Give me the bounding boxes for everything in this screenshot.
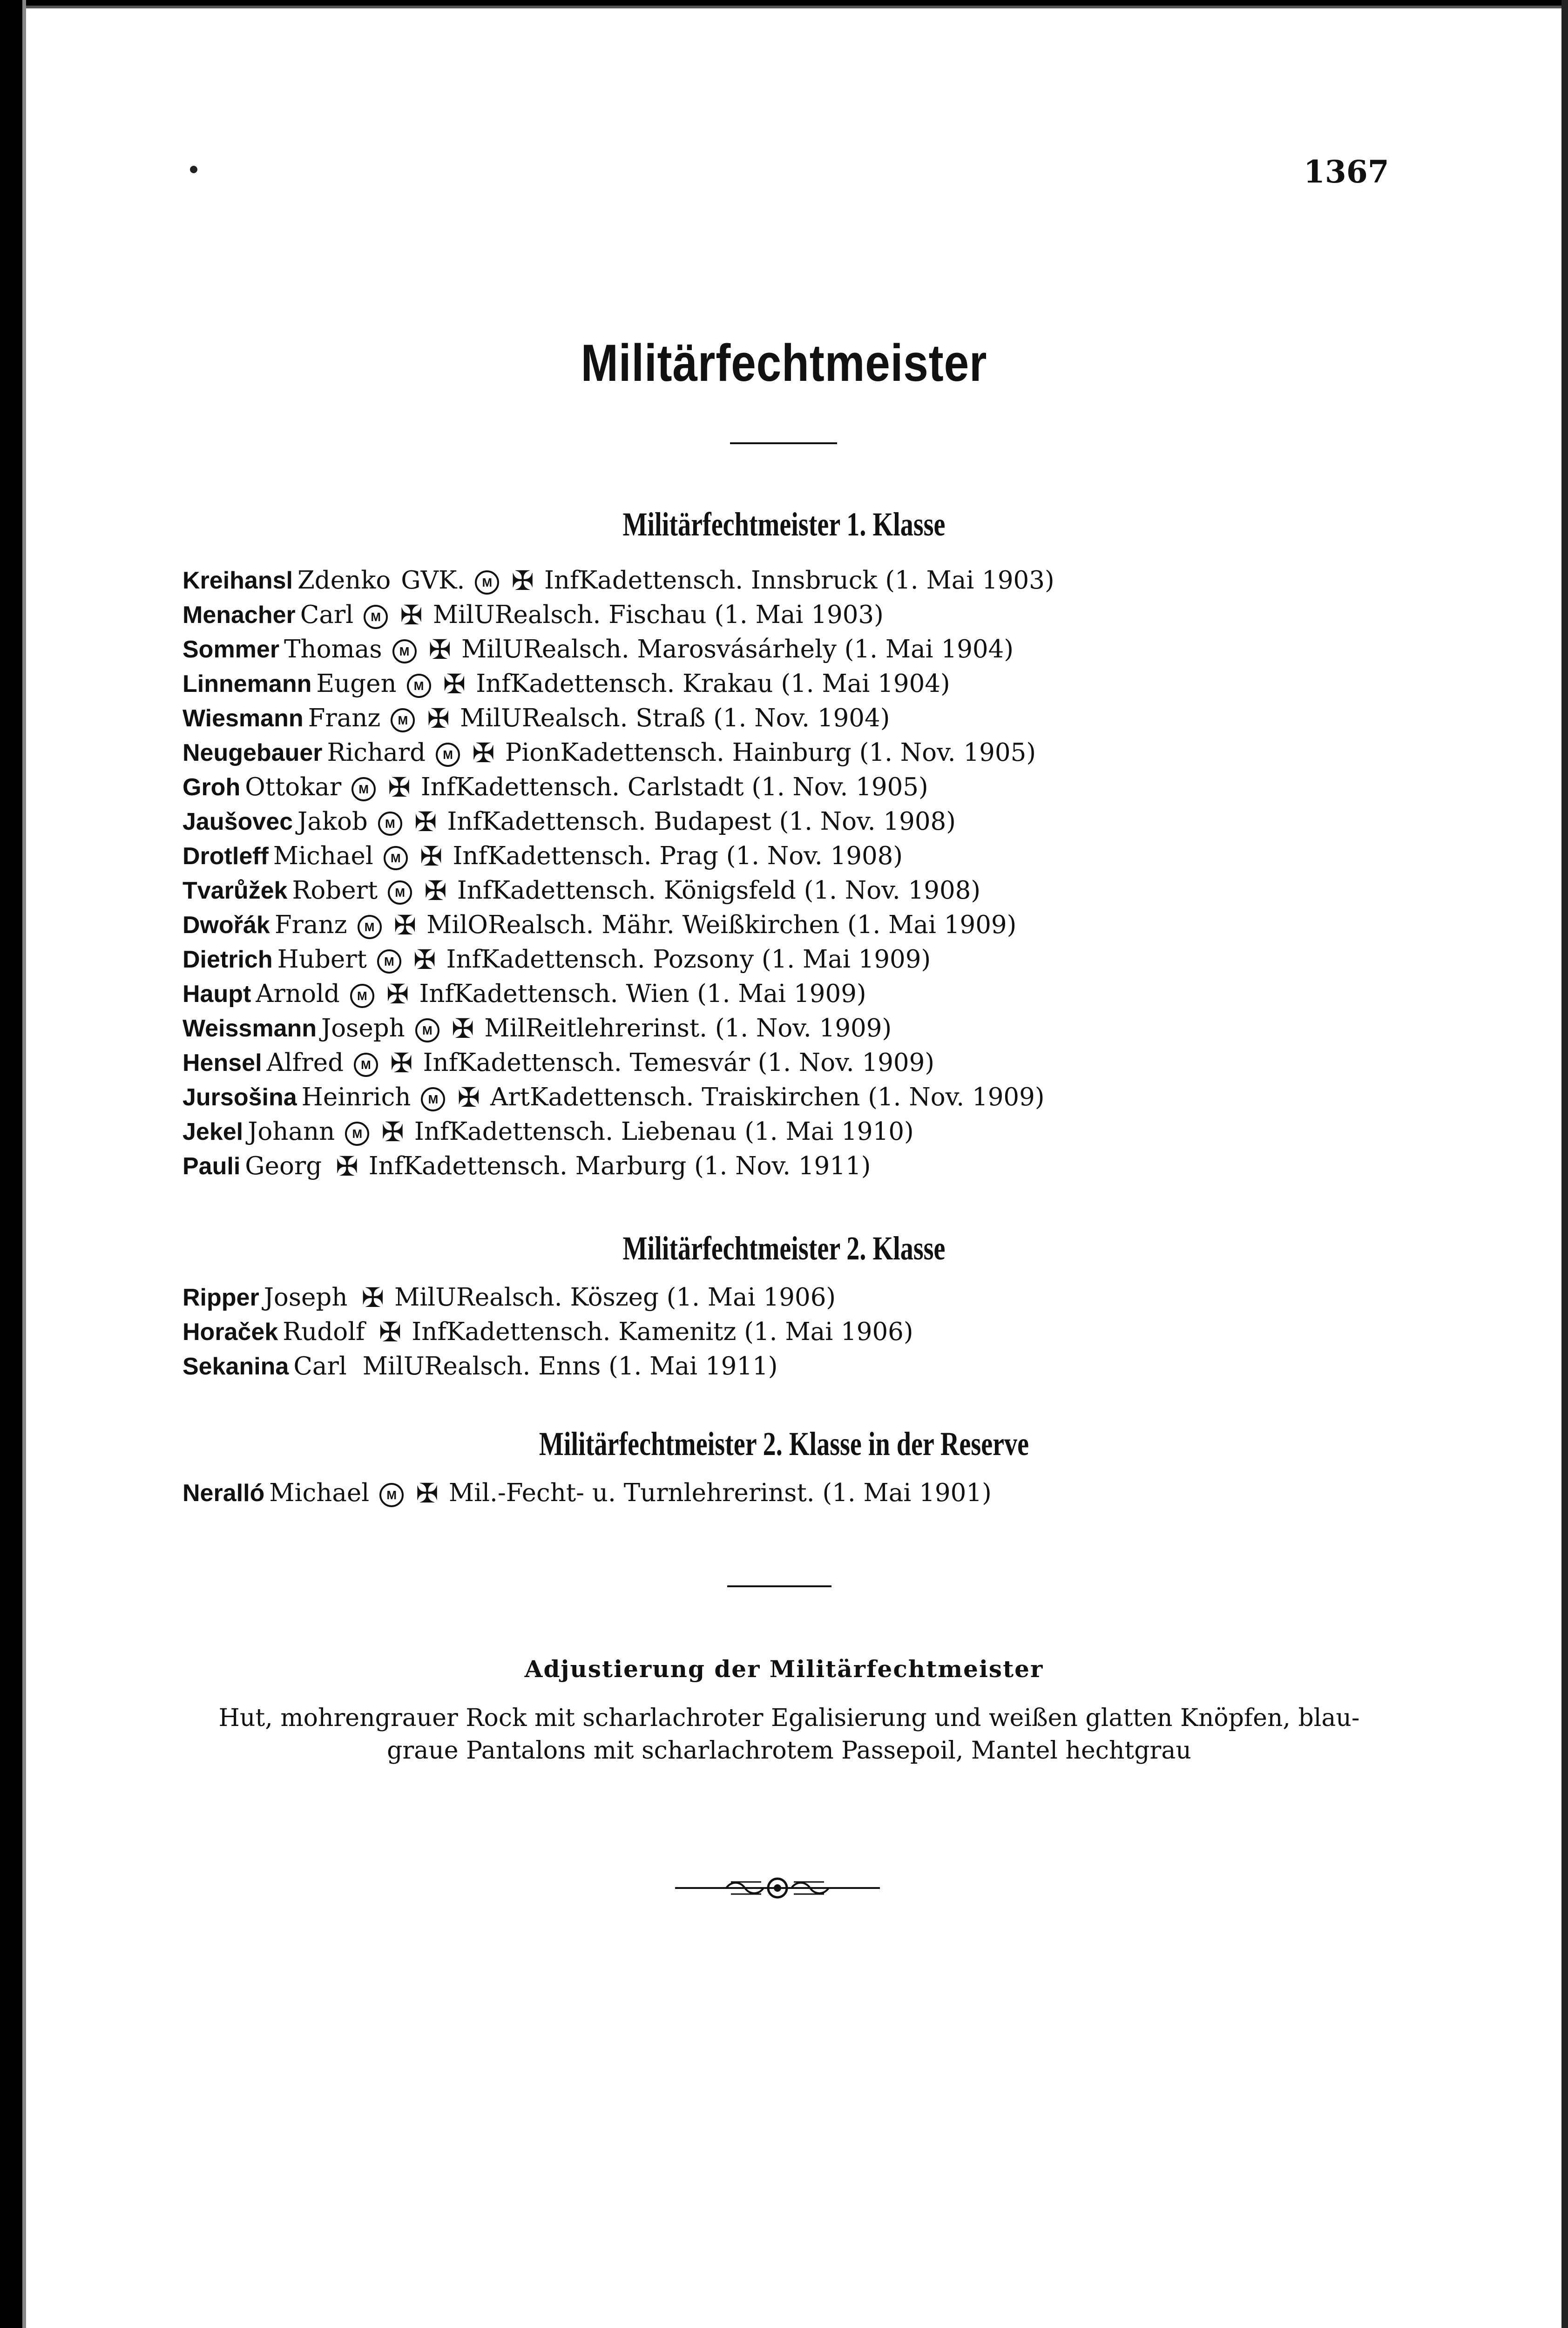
roster-entry xyxy=(182,1046,1463,1080)
entry-given-name: Arnold xyxy=(256,980,340,1008)
entry-surname: Dwořák xyxy=(182,912,270,939)
entry-surname: Groh xyxy=(182,774,241,801)
decoration-cross-icon: ✠ xyxy=(378,1316,402,1348)
roster-entry xyxy=(182,839,1463,873)
entry-posting: Mil.-Fecht- u. Turnlehrerinst. (1. Mai 1901) xyxy=(448,1479,992,1507)
entry-given-name: Carl xyxy=(300,601,354,629)
section-heading-class-1: Militärfechtmeister 1. Klasse xyxy=(622,506,946,543)
entry-posting: InfKadettensch. Pozsony (1. Mai 1909) xyxy=(446,945,931,974)
decoration-cross-icon: ✠ xyxy=(414,806,437,838)
entry-surname: Ripper xyxy=(182,1284,259,1311)
decoration-cross-icon: ✠ xyxy=(336,1150,358,1182)
decoration-medal-icon: M xyxy=(345,1122,369,1146)
entry-surname: Jekel xyxy=(182,1118,243,1145)
entry-posting: MilReitlehrerinst. (1. Nov. 1909) xyxy=(484,1014,892,1042)
entry-posting: ArtKadettensch. Traiskirchen (1. Nov. 1909) xyxy=(490,1083,1045,1111)
section-heading-class-2: Militärfechtmeister 2. Klasse xyxy=(622,1230,946,1267)
uniform-description xyxy=(182,1702,1397,1767)
roster-entry xyxy=(182,770,1463,805)
entry-given-name: Joseph xyxy=(264,1283,348,1312)
roster-class-1 xyxy=(182,563,1463,1184)
decoration-cross-icon: ✠ xyxy=(427,703,450,734)
entry-posting: InfKadettensch. Marburg (1. Nov. 1911) xyxy=(368,1152,871,1180)
end-ornament-icon xyxy=(675,1872,880,1904)
entry-posting: InfKadettensch. Carlstadt (1. Nov. 1905) xyxy=(420,773,928,801)
roster-entry xyxy=(182,1476,1463,1510)
decoration-medal-icon: M xyxy=(384,846,408,870)
entry-given-name: Richard xyxy=(327,738,426,767)
roster-entry xyxy=(182,598,1463,632)
decoration-medal-icon: M xyxy=(377,949,401,974)
entry-posting: MilURealsch. Straß (1. Nov. 1904) xyxy=(460,704,890,732)
decoration-cross-icon: ✠ xyxy=(388,771,411,803)
page-number: 1367 xyxy=(1304,154,1389,190)
decoration-cross-icon: ✠ xyxy=(393,909,417,941)
entry-posting: MilURealsch. Fischau (1. Mai 1903) xyxy=(433,601,884,629)
section-heading-reserve: Militärfechtmeister 2. Klasse in der Reserve xyxy=(539,1425,1029,1462)
entry-surname: Neralló xyxy=(182,1480,265,1507)
decoration-cross-icon: ✠ xyxy=(443,668,466,700)
entry-posting: InfKadettensch. Kamenitz (1. Mai 1906) xyxy=(412,1318,913,1346)
roster-class-2 xyxy=(182,1280,1463,1384)
roster-entry xyxy=(182,701,1463,736)
decoration-cross-icon: ✠ xyxy=(400,599,423,631)
roster-entry xyxy=(182,667,1463,701)
page-title: Militärfechtmeister xyxy=(581,334,987,392)
entry-surname: Sommer xyxy=(182,636,280,663)
roster-reserve xyxy=(182,1476,1463,1510)
entry-surname: Neugebauer xyxy=(182,739,323,766)
entry-posting: MilURealsch. Enns (1. Mai 1911) xyxy=(362,1352,778,1381)
decoration-medal-icon: M xyxy=(407,674,431,698)
roster-entry xyxy=(182,1349,1463,1384)
entry-posting: MilURealsch. Köszeg (1. Mai 1906) xyxy=(394,1283,836,1312)
decoration-medal-icon: M xyxy=(379,1483,404,1507)
entry-surname: Jaušovec xyxy=(182,808,293,835)
margin-dot xyxy=(190,166,197,173)
decoration-cross-icon: ✠ xyxy=(381,1116,404,1148)
entry-posting: InfKadettensch. Innsbruck (1. Mai 1903) xyxy=(544,566,1054,595)
decoration-medal-icon: M xyxy=(475,570,499,595)
roster-entry xyxy=(182,977,1463,1011)
roster-entry xyxy=(182,1080,1463,1115)
scan-border-top xyxy=(0,0,1568,14)
roster-entry xyxy=(182,1280,1463,1315)
entry-given-name: Ottokar xyxy=(245,773,342,801)
entry-surname: Pauli xyxy=(182,1153,241,1180)
decoration-cross-icon: ✠ xyxy=(361,1282,385,1313)
roster-entry xyxy=(182,1011,1463,1046)
decoration-cross-icon: ✠ xyxy=(428,634,452,665)
roster-entry xyxy=(182,1115,1463,1149)
decoration-medal-icon: M xyxy=(415,1018,439,1042)
decoration-cross-icon: ✠ xyxy=(413,944,436,975)
entry-given-name: Johann xyxy=(248,1117,335,1146)
entry-given-name: Franz xyxy=(308,704,381,732)
uniform-divider xyxy=(727,1585,831,1587)
entry-surname: Dietrich xyxy=(182,946,273,973)
decoration-medal-icon: M xyxy=(391,708,415,732)
uniform-line-1: Hut, mohrengrauer Rock mit scharlachroter Egalisierung und weißen glatten Knöpfen, blau- xyxy=(218,1704,1360,1732)
entry-given-name: Joseph xyxy=(321,1014,405,1042)
entry-surname: Tvarůžek xyxy=(182,877,288,904)
entry-surname: Linnemann xyxy=(182,670,312,697)
roster-entry xyxy=(182,942,1463,977)
entry-posting: InfKadettensch. Budapest (1. Nov. 1908) xyxy=(447,807,956,836)
title-divider xyxy=(730,442,837,444)
decoration-cross-icon: ✠ xyxy=(472,737,495,769)
entry-surname: Weissmann xyxy=(182,1015,317,1042)
entry-given-name: Thomas xyxy=(284,635,382,663)
decoration-cross-icon: ✠ xyxy=(457,1082,480,1113)
entry-given-name: Michael xyxy=(269,1479,370,1507)
decoration-medal-icon: M xyxy=(364,605,388,629)
entry-given-name: Michael xyxy=(273,842,373,870)
entry-posting: MilORealsch. Mähr. Weißkirchen (1. Mai 1909) xyxy=(426,911,1017,939)
roster-entry xyxy=(182,632,1463,667)
uniform-line-2: graue Pantalons mit scharlachrotem Passepoil, Mantel hechtgrau xyxy=(387,1737,1191,1765)
decoration-medal-icon: M xyxy=(358,915,382,939)
entry-posting: InfKadettensch. Königsfeld (1. Nov. 1908) xyxy=(457,876,981,905)
entry-given-name: Franz xyxy=(274,911,347,939)
entry-posting: InfKadettensch. Krakau (1. Mai 1904) xyxy=(476,670,950,698)
decoration-cross-icon: ✠ xyxy=(416,1477,439,1509)
entry-given-name: Carl xyxy=(293,1352,347,1381)
roster-entry xyxy=(182,805,1463,839)
decoration-cross-icon: ✠ xyxy=(424,875,447,907)
decoration-medal-icon: M xyxy=(354,1053,378,1077)
entry-given-name: Jakob xyxy=(297,807,368,836)
entry-posting: MilURealsch. Marosvásárhely (1. Mai 1904) xyxy=(461,635,1014,663)
entry-posting: InfKadettensch. Liebenau (1. Mai 1910) xyxy=(414,1117,914,1146)
decoration-cross-icon: ✠ xyxy=(511,565,534,596)
entry-note: GVK. xyxy=(401,566,465,595)
entry-surname: Drotleff xyxy=(182,843,269,870)
entry-posting: InfKadettensch. Wien (1. Mai 1909) xyxy=(419,980,866,1008)
entry-given-name: Eugen xyxy=(316,670,397,698)
entry-given-name: Hubert xyxy=(277,945,367,974)
entry-given-name: Rudolf xyxy=(283,1318,365,1346)
decoration-medal-icon: M xyxy=(436,743,460,767)
entry-given-name: Robert xyxy=(292,876,378,905)
entry-posting: InfKadettensch. Prag (1. Nov. 1908) xyxy=(453,842,903,870)
roster-entry xyxy=(182,1149,1463,1184)
roster-entry xyxy=(182,908,1463,942)
scan-border-left xyxy=(0,0,33,2328)
decoration-medal-icon: M xyxy=(392,639,417,663)
entry-posting: InfKadettensch. Temesvár (1. Nov. 1909) xyxy=(423,1049,935,1077)
uniform-heading: Adjustierung der Militärfechtmeister xyxy=(524,1655,1044,1683)
decoration-cross-icon: ✠ xyxy=(390,1047,413,1079)
entry-surname: Kreihansl xyxy=(182,567,293,594)
entry-surname: Jursošina xyxy=(182,1084,297,1111)
entry-given-name: Zdenko xyxy=(297,566,391,595)
roster-entry xyxy=(182,1315,1463,1349)
entry-given-name: Georg xyxy=(245,1152,322,1180)
decoration-medal-icon: M xyxy=(421,1087,445,1111)
entry-surname: Horaček xyxy=(182,1319,278,1346)
scan-border-right xyxy=(1556,0,1568,2328)
entry-surname: Sekanina xyxy=(182,1353,289,1380)
entry-given-name: Heinrich xyxy=(301,1083,411,1111)
entry-surname: Wiesmann xyxy=(182,705,304,732)
entry-surname: Haupt xyxy=(182,981,251,1008)
roster-entry xyxy=(182,736,1463,770)
entry-posting: PionKadettensch. Hainburg (1. Nov. 1905) xyxy=(505,738,1036,767)
decoration-cross-icon: ✠ xyxy=(419,840,443,872)
entry-surname: Menacher xyxy=(182,602,296,629)
decoration-medal-icon: M xyxy=(378,812,402,836)
entry-given-name: Alfred xyxy=(266,1049,344,1077)
decoration-medal-icon: M xyxy=(350,984,374,1008)
decoration-cross-icon: ✠ xyxy=(451,1013,474,1044)
decoration-medal-icon: M xyxy=(351,777,376,801)
roster-entry xyxy=(182,563,1463,598)
roster-entry xyxy=(182,873,1463,908)
decoration-cross-icon: ✠ xyxy=(386,978,409,1010)
decoration-medal-icon: M xyxy=(388,880,412,905)
entry-surname: Hensel xyxy=(182,1049,262,1076)
